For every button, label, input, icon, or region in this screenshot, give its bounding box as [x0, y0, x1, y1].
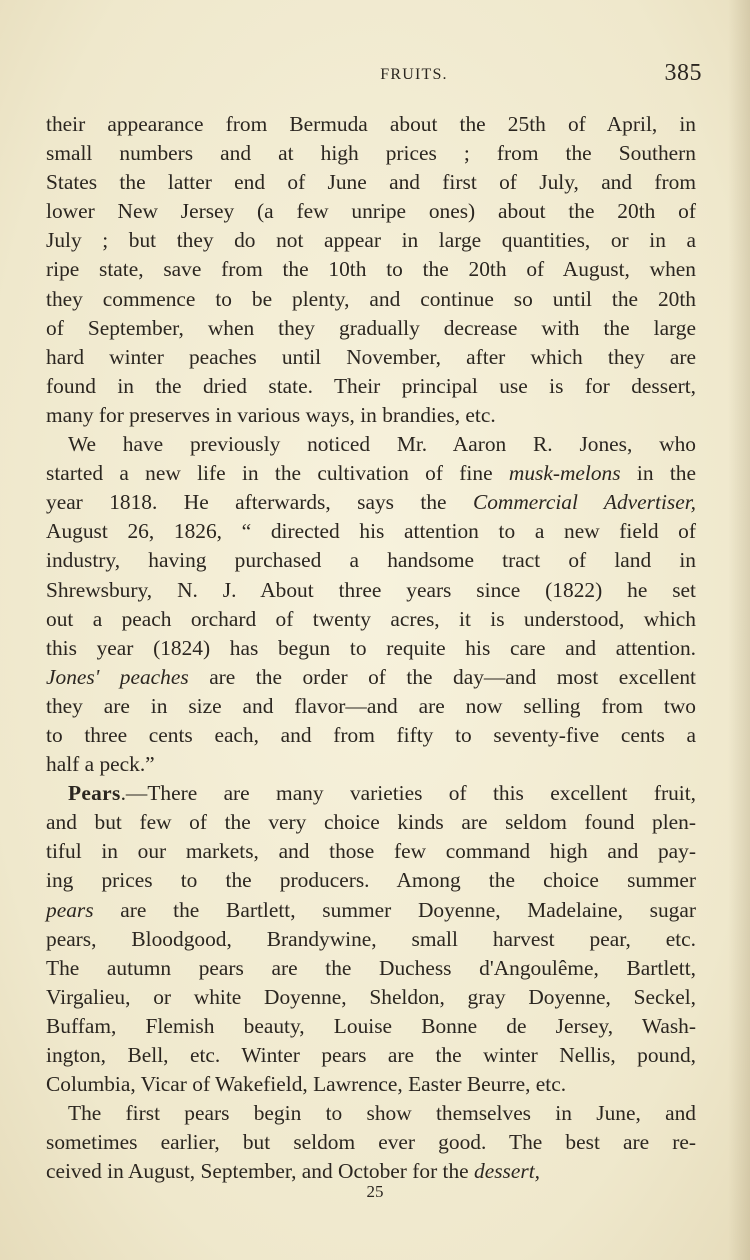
text-run: ceived in August, September, and October for the: [46, 1159, 475, 1184]
text-run: tiful in our markets, and those few command high and pay-: [46, 839, 696, 864]
text-run: are the Bartlett, summer Doyenne, Madelaine, sugar: [93, 897, 696, 922]
text-line: [46, 459, 696, 488]
text-run: July ; but they do not appear in large quantities, or in a: [46, 228, 696, 253]
text-run: States the latter end of June and first of July, and from: [46, 170, 696, 195]
text-line: [46, 721, 696, 750]
text-run: Virgalieu, or white Doyenne, Sheldon, gray Doyenne, Seckel,: [46, 984, 696, 1009]
text-line: [46, 314, 696, 343]
text-run: many for preserves in various ways, in brandies, etc.: [46, 402, 496, 427]
text-run: they commence to be plenty, and continue so until the 20th: [46, 286, 696, 311]
text-run: in the: [620, 461, 696, 486]
text-line: [46, 168, 696, 197]
text-line: [46, 110, 696, 139]
text-line: [46, 372, 696, 401]
paragraph: [46, 110, 696, 430]
text-line: [46, 692, 696, 721]
text-run: ripe state, save from the 10th to the 20th of August, when: [46, 257, 696, 282]
text-line: [46, 663, 696, 692]
text-line: [46, 634, 696, 663]
text-line: [46, 197, 696, 226]
text-line: [46, 896, 696, 925]
text-line: [46, 808, 696, 837]
text-run: August 26, 1826, “ directed his attention to a new field of: [46, 519, 696, 544]
text-line: [46, 837, 696, 866]
text-line: [46, 226, 696, 255]
text-line: [46, 1099, 696, 1128]
paragraph: [46, 430, 696, 779]
italic-text: dessert,: [474, 1159, 540, 1184]
italic-text: musk-melons: [508, 461, 621, 486]
text-line: [46, 954, 696, 983]
text-run: pears, Bloodgood, Brandywine, small harvest pear, etc.: [46, 926, 696, 951]
text-run: year 1818. He afterwards, says the: [46, 490, 473, 515]
text-run: ington, Bell, etc. Winter pears are the winter Nellis, pound,: [46, 1043, 696, 1067]
paragraph: [46, 779, 696, 1099]
italic-text: Jones' peaches: [46, 664, 189, 689]
page-header: [46, 60, 702, 90]
text-run: to three cents each, and from fifty to seventy-five cents a: [46, 722, 696, 747]
text-line: [46, 1070, 696, 1099]
text-run: out a peach orchard of twenty acres, it is understood, which: [46, 606, 696, 631]
text-line: [46, 343, 696, 372]
body-text: [46, 110, 696, 1186]
italic-text: Commercial Advertiser,: [472, 490, 697, 515]
text-line: [46, 1128, 696, 1157]
page-number: 385: [664, 60, 702, 86]
text-run: We have previously noticed Mr. Aaron R. Jones, who: [68, 432, 696, 457]
text-line: [46, 488, 696, 517]
text-run: of September, when they gradually decrease with the large: [46, 315, 696, 340]
text-run: their appearance from Bermuda about the 25th of April, in: [46, 112, 696, 136]
text-run: ing prices to the producers. Among the choice summer: [46, 868, 696, 893]
text-run: small numbers and at high prices ; from the Southern: [46, 141, 696, 166]
page-edge-shading: [728, 0, 750, 1260]
paragraph: [46, 1099, 696, 1186]
italic-text: pears: [46, 897, 94, 922]
text-run: sometimes earlier, but seldom ever good. The best are re-: [46, 1130, 696, 1155]
signature-mark: 25: [366, 1182, 384, 1201]
text-line: [46, 255, 696, 284]
text-line: [46, 139, 696, 168]
text-run: they are in size and flavor—and are now selling from two: [46, 693, 696, 718]
text-line: [46, 866, 696, 895]
text-line: [46, 779, 696, 808]
text-line: [46, 750, 696, 779]
text-line: [46, 1041, 696, 1070]
text-line: [46, 517, 696, 546]
text-run: lower New Jersey (a few unripe ones) about the 20th of: [46, 199, 696, 224]
text-run: industry, having purchased a handsome tract of land in: [46, 548, 696, 573]
text-run: Shrewsbury, N. J. About three years since (1822) he set: [46, 577, 696, 602]
text-line: [46, 401, 696, 430]
running-title: FRUITS.: [380, 66, 448, 83]
text-run: .—There are many varieties of this excellent fruit,: [120, 781, 696, 806]
text-run: started a new life in the cultivation of fine: [46, 461, 509, 486]
text-line: [46, 1012, 696, 1041]
text-line: [46, 285, 696, 314]
text-line: [46, 983, 696, 1012]
text-line: [46, 576, 696, 605]
text-run: found in the dried state. Their principal use is for dessert,: [46, 373, 696, 398]
text-run: Buffam, Flemish beauty, Louise Bonne de Jersey, Wash-: [46, 1013, 696, 1038]
text-run: The autumn pears are the Duchess d'Angoulême, Bartlett,: [46, 955, 696, 980]
text-run: and but few of the very choice kinds are seldom found plen-: [46, 810, 696, 835]
text-run: The first pears begin to show themselves in June, and: [68, 1101, 696, 1126]
text-run: are the order of the day—and most excellent: [188, 664, 696, 689]
text-line: [46, 430, 696, 459]
text-run: this year (1824) has begun to requite his care and attention.: [46, 635, 696, 660]
text-line: [46, 546, 696, 575]
bold-run-in-heading: Pears: [68, 781, 121, 806]
text-run: hard winter peaches until November, after which they are: [46, 344, 696, 369]
text-run: Columbia, Vicar of Wakefield, Lawrence, Easter Beurre, etc.: [46, 1072, 567, 1097]
text-line: [46, 605, 696, 634]
text-run: half a peck.”: [46, 752, 155, 777]
text-line: [46, 925, 696, 954]
